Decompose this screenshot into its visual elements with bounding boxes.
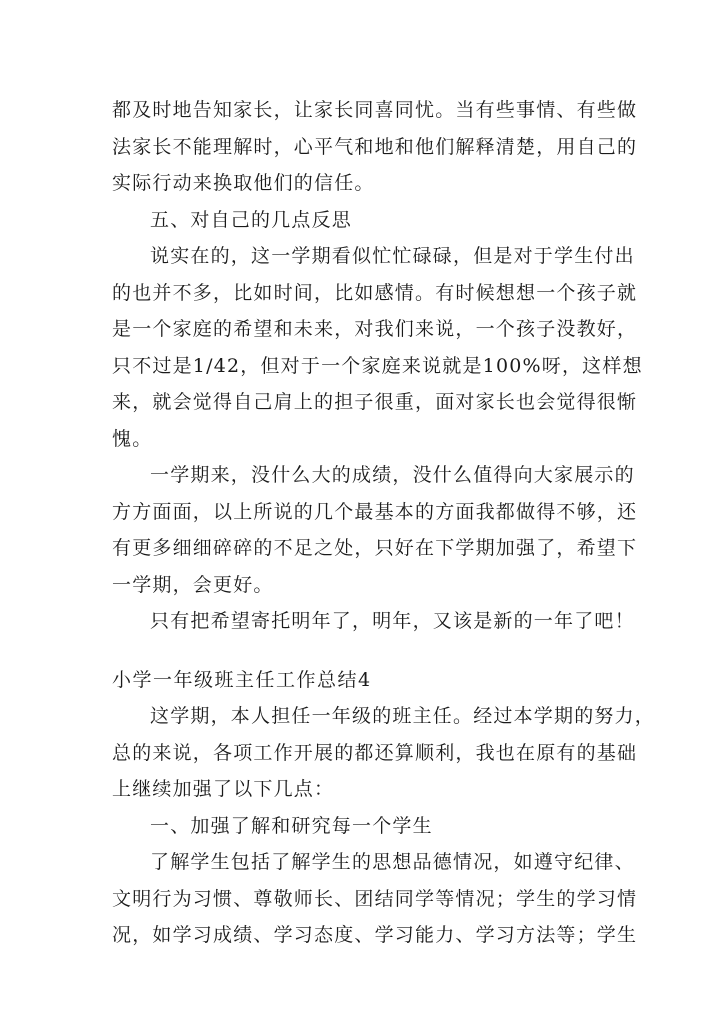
paragraph-line: 来，就会觉得自己肩上的担子很重，面对家长也会觉得很惭: [112, 391, 638, 413]
section-heading: 五、对自己的几点反思: [150, 208, 353, 231]
paragraph-line: 了解学生包括了解学生的思想品德情况，如遵守纪律、: [150, 851, 635, 873]
paragraph-line: 一学期，会更好。: [112, 573, 274, 596]
paragraph-line: 文明行为习惯、尊敬师长、团结同学等情况；学生的学习情: [112, 887, 638, 910]
paragraph-line: 一学期来，没什么大的成绩，没什么值得向大家展示的: [150, 464, 635, 486]
paragraph-line: 总的来说，各项工作开展的都还算顺利，我也在原有的基础: [112, 741, 638, 764]
paragraph-line: 有更多细细碎碎的不足之处，只好在下学期加强了，希望下: [112, 537, 638, 559]
paragraph-gap: [112, 640, 632, 662]
paragraph-line: 只有把希望寄托明年了，明年，又该是新的一年了吧！: [150, 610, 635, 632]
paragraph-line: 方方面面，以上所说的几个最基本的方面我都做得不够，还: [112, 500, 638, 523]
paragraph-line: 愧。: [112, 427, 153, 450]
paragraph-line: 法家长不能理解时，心平气和地和他们解释清楚，用自己的: [112, 135, 638, 158]
paragraph-line: 说实在的，这一学期看似忙忙碌碌，但是对于学生付出: [150, 245, 635, 267]
paragraph-line: 况，如学习成绩、学习态度、学习能力、学习方法等；学生: [112, 924, 638, 946]
paragraph-line: 都及时地告知家长，让家长同喜同忧。当有些事情、有些做: [112, 99, 638, 121]
paragraph-line: 只不过是1/42，但对于一个家庭来说就是100%呀，这样想: [112, 354, 643, 377]
paragraph-line: 的也并不多，比如时间，比如感情。有时候想想一个孩子就: [112, 281, 638, 304]
section-heading: 一、加强了解和研究每一个学生: [150, 814, 433, 837]
paragraph-line: 上继续加强了以下几点：: [112, 778, 335, 800]
document-page: [112, 92, 656, 954]
paragraph-line: 实际行动来换取他们的信任。: [112, 172, 375, 194]
paragraph-line: 这学期，本人担任一年级的班主任。经过本学期的努力，: [150, 705, 656, 727]
paragraph-line: 是一个家庭的希望和未来，对我们来说，一个孩子没教好，: [112, 318, 638, 340]
document-title: 小学一年级班主任工作总结4: [112, 668, 372, 691]
